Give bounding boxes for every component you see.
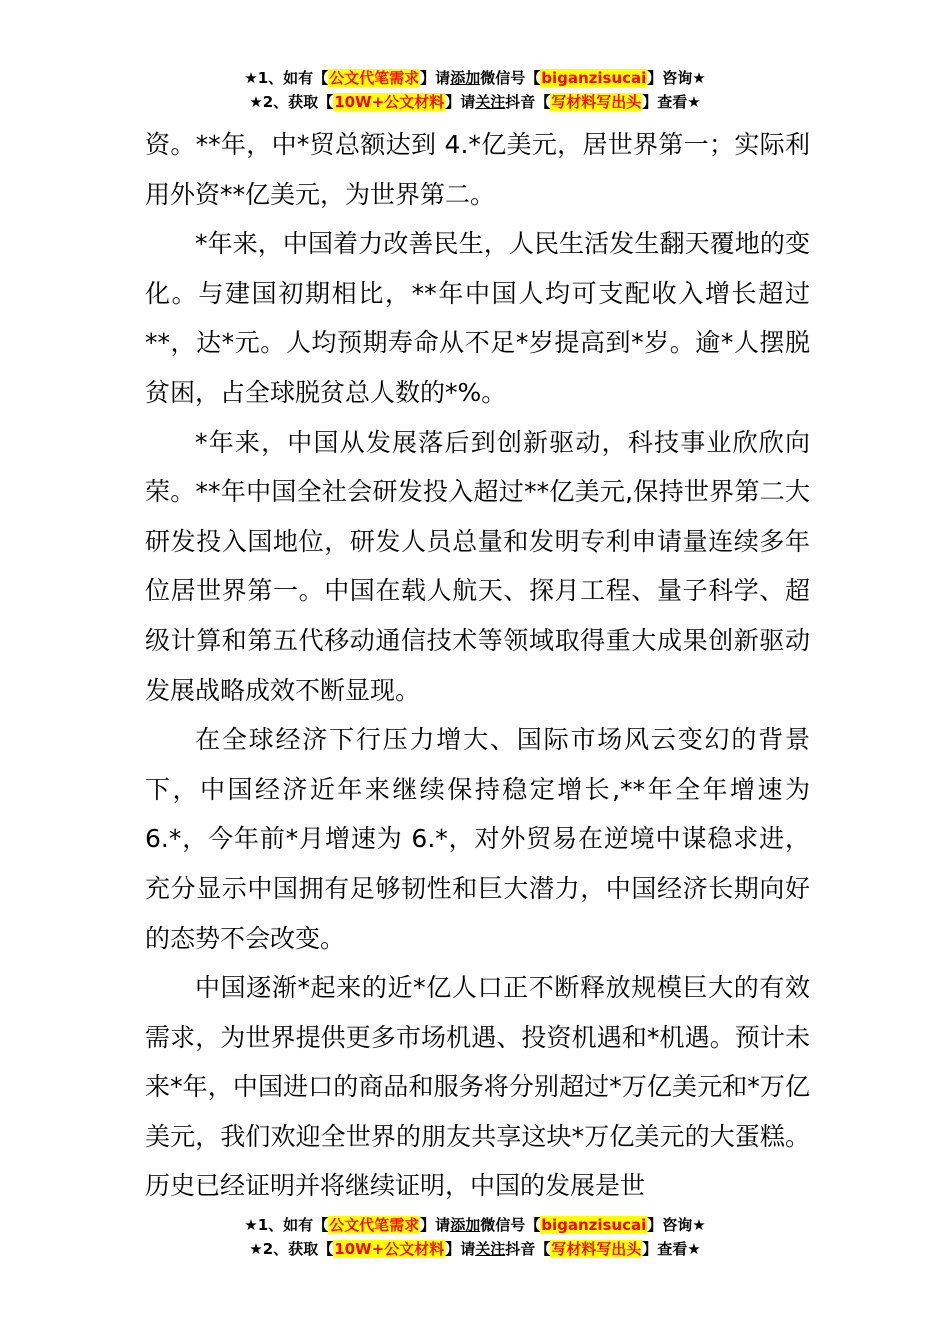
paragraph-1: 资。**年，中*贸总额达到 4.*亿美元，居世界第一；实际利用外资**亿美元，为世界第二。 bbox=[145, 130, 810, 209]
banner-line-1: ★1、如有【公文代笔需求】请添加微信号【biganzisucai】咨询★ bbox=[244, 69, 706, 87]
highlight-materials: 10W+公文材料 bbox=[334, 93, 445, 111]
highlight-wechat-id: biganzisucai bbox=[541, 1216, 647, 1234]
paragraph-2: *年来，中国着力改善民生，人民生活发生翻天覆地的变化。与建国初期相比，**年中国人均可支配收入增长超过**，达*元。人均预期寿命从不足*岁提高到*岁。逾*人摆脱贫困，占全球脱贫总人数的*%。 bbox=[145, 229, 810, 407]
banner-line-2: ★2、获取【10W+公文材料】请关注抖音【写材料写出头】查看★ bbox=[249, 93, 701, 111]
footer-banner bbox=[0, 1213, 950, 1261]
banner-line-1: ★1、如有【公文代笔需求】请添加微信号【biganzisucai】咨询★ bbox=[244, 1216, 706, 1234]
paragraph-5: 中国逐渐*起来的近*亿人口正不断释放规模巨大的有效需求，为世界提供更多市场机遇、投资机遇和*机遇。预计未来*年，中国进口的商品和服务将分别超过*万亿美元和*万亿美元，我们欢迎全世界的朋友共享这块*万亿美元的大蛋糕。历史已经证明并将继续证明，中国的发展是世 bbox=[145, 973, 810, 1201]
header-banner bbox=[0, 66, 950, 114]
paragraph-4: 在全球经济下行压力增大、国际市场风云变幻的背景下，中国经济近年来继续保持稳定增长,**年全年增速为 6.*，今年前*月增速为 6.*，对外贸易在逆境中谋稳求进，充分显示中国拥有足够韧性和巨大潜力，中国经济长期向好的态势不会改变。 bbox=[145, 725, 810, 953]
highlight-service: 公文代笔需求 bbox=[329, 1216, 420, 1234]
highlight-service: 公文代笔需求 bbox=[329, 69, 420, 87]
document-body bbox=[145, 120, 810, 1211]
highlight-wechat-id: biganzisucai bbox=[541, 69, 647, 87]
highlight-materials: 10W+公文材料 bbox=[334, 1240, 445, 1258]
paragraph-3: *年来，中国从发展落后到创新驱动，科技事业欣欣向荣。**年中国全社会研发投入超过**亿美元,保持世界第二大研发投入国地位，研发人员总量和发明专利申请量连续多年位居世界第一。中国在载人航天、探月工程、量子科学、超级计算和第五代移动通信技术等领域取得重大成果创新驱动发展战略成效不断显现。 bbox=[145, 427, 810, 705]
highlight-douyin-account: 写材料写出头 bbox=[551, 93, 642, 111]
highlight-douyin-account: 写材料写出头 bbox=[551, 1240, 642, 1258]
banner-line-2: ★2、获取【10W+公文材料】请关注抖音【写材料写出头】查看★ bbox=[249, 1240, 701, 1258]
